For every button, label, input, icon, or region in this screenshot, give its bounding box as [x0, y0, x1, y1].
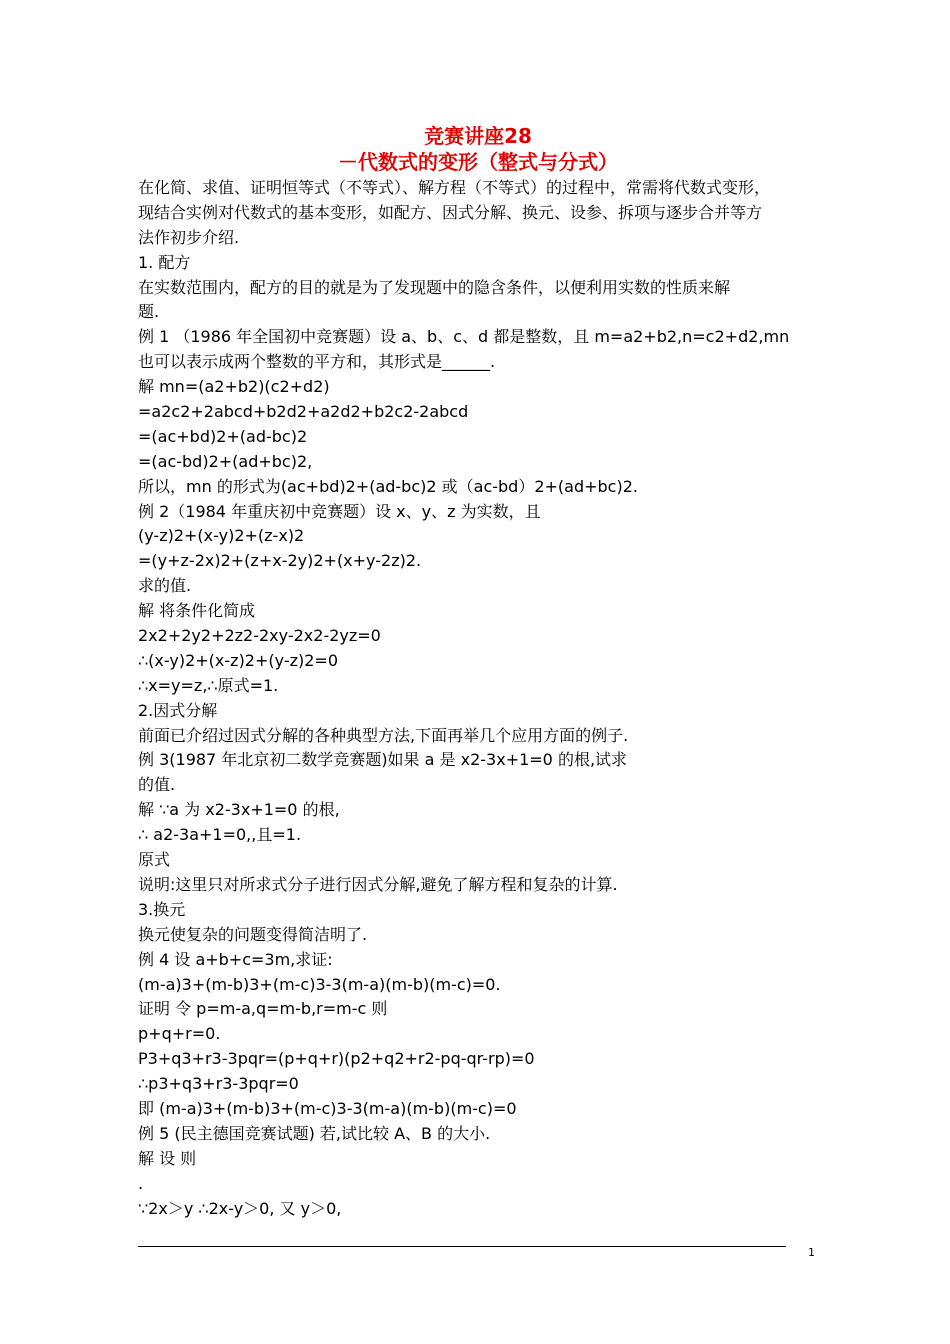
- body-line: 也可以表示成两个整数的平方和，其形式是______.: [138, 352, 496, 372]
- body-line: 所以，mn 的形式为(ac+bd)2+(ad-bc)2 或（ac-bd）2+(ad+bc)2.: [138, 476, 638, 496]
- body-line: 解 mn=(a2+b2)(c2+d2): [138, 377, 330, 397]
- body-line: ∴p3+q3+r3-3pqr=0: [138, 1074, 299, 1094]
- body-line: 解 将条件化简成: [138, 601, 256, 621]
- body-line: =(ac-bd)2+(ad+bc)2,: [138, 451, 313, 471]
- body-line: 前面已介绍过因式分解的各种典型方法,下面再举几个应用方面的例子.: [138, 725, 629, 745]
- body-line: 2x2+2y2+2z2-2xy-2x2-2yz=0: [138, 626, 381, 646]
- body-line: ∴ a2-3a+1=0,,且=1.: [138, 825, 302, 845]
- body-line: 在化简、求值、证明恒等式（不等式）、解方程（不等式）的过程中，常需将代数式变形，: [138, 178, 771, 197]
- body-line: 原式: [138, 850, 171, 870]
- title-line-2: －代数式的变形（整式与分式）: [338, 150, 618, 174]
- body-line: p+q+r=0.: [138, 1024, 221, 1044]
- body-line: 法作初步介绍.: [138, 227, 240, 247]
- body-line: 例 3(1987 年北京初二数学竞赛题)如果 a 是 x2-3x+1=0 的根,试求: [138, 750, 628, 770]
- section-heading: 3.换元: [138, 899, 186, 919]
- body-line: (m-a)3+(m-b)3+(m-c)3-3(m-a)(m-b)(m-c)=0.: [138, 974, 501, 994]
- section-heading: 1. 配方: [138, 252, 191, 272]
- body-line: 求的值.: [138, 576, 192, 596]
- body-line: 证明 令 p=m-a,q=m-b,r=m-c 则: [138, 999, 388, 1019]
- body-line: (y-z)2+(x-y)2+(z-x)2: [138, 526, 305, 546]
- body-line: 说明:这里只对所求式分子进行因式分解,避免了解方程和复杂的计算.: [138, 874, 618, 894]
- body-line: 解 ∵a 为 x2-3x+1=0 的根,: [138, 800, 340, 820]
- body-line: 例 1 （1986 年全国初中竞赛题）设 a、b、c、d 都是整数，且 m=a2+b2,n=c2+d2,mn: [138, 327, 790, 347]
- body-line: 解 设 则: [138, 1148, 197, 1168]
- body-line: 题.: [138, 302, 160, 322]
- document-body: [138, 176, 818, 1221]
- body-line: P3+q3+r3-3pqr=(p+q+r)(p2+q2+r2-pq-qr-rp)=0: [138, 1049, 535, 1069]
- body-line: .: [138, 1173, 144, 1193]
- body-line: ∵2x＞y ∴2x-y＞0, 又 y＞0,: [138, 1198, 342, 1218]
- body-line: 即 (m-a)3+(m-b)3+(m-c)3-3(m-a)(m-b)(m-c)=0: [138, 1098, 517, 1118]
- footer-divider: [138, 1246, 786, 1247]
- body-line: 在实数范围内，配方的目的就是为了发现题中的隐含条件，以便利用实数的性质来解: [138, 277, 731, 297]
- body-line: 现结合实例对代数式的基本变形，如配方、因式分解、换元、设参、拆项与逐步合并等方: [138, 202, 763, 222]
- body-line: =(ac+bd)2+(ad-bc)2: [138, 426, 308, 446]
- body-line: =(y+z-2x)2+(z+x-2y)2+(x+y-2z)2.: [138, 551, 422, 571]
- body-line: 的值.: [138, 775, 176, 795]
- title-line-1: 竞赛讲座28: [424, 124, 532, 148]
- section-heading: 2.因式分解: [138, 700, 218, 720]
- body-line: 例 2（1984 年重庆初中竞赛题）设 x、y、z 为实数，且: [138, 501, 541, 521]
- body-line: ∴x=y=z,∴原式=1.: [138, 675, 279, 695]
- body-line: =a2c2+2abcd+b2d2+a2d2+b2c2-2abcd: [138, 402, 469, 422]
- body-line: ∴(x-y)2+(x-z)2+(y-z)2=0: [138, 650, 338, 670]
- body-line: 例 5 (民主德国竞赛试题) 若,试比较 A、B 的大小.: [138, 1123, 491, 1143]
- body-line: 换元使复杂的问题变得简洁明了.: [138, 924, 368, 944]
- body-line: 例 4 设 a+b+c=3m,求证:: [138, 949, 333, 969]
- page-number: 1: [808, 1246, 815, 1259]
